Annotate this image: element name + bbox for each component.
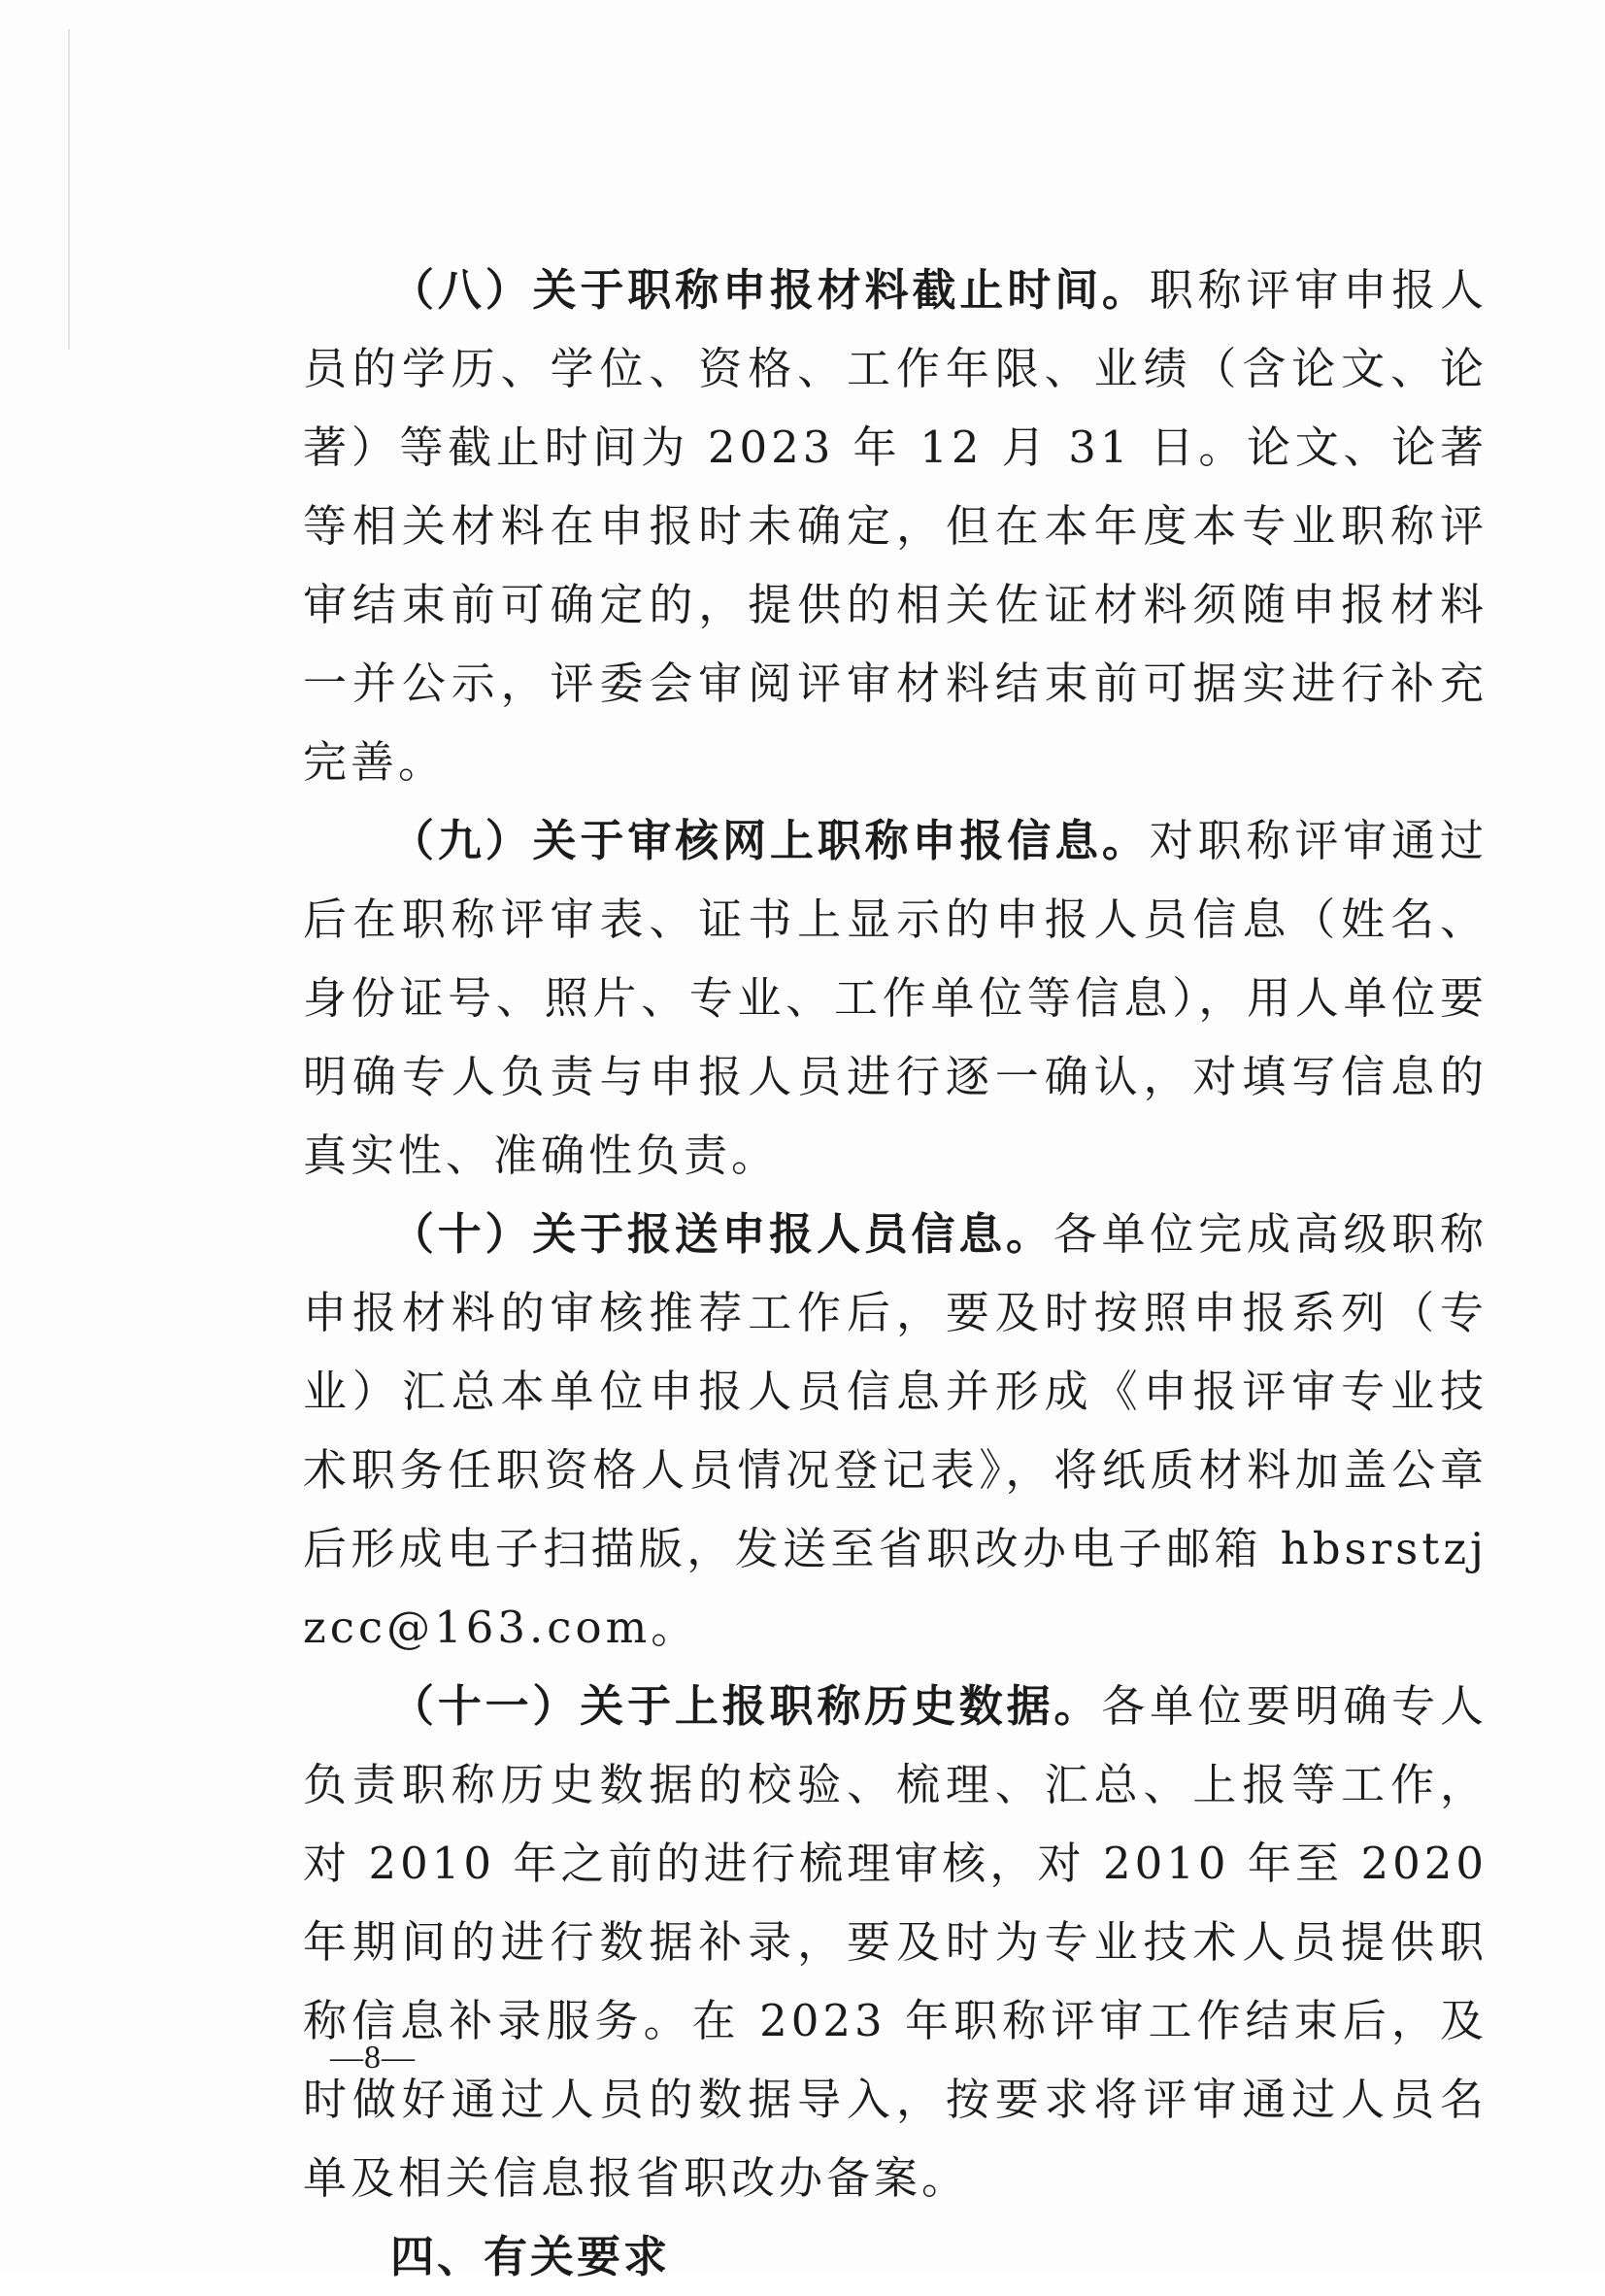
document-body	[303, 251, 1488, 2296]
paragraph-lead: （九）关于审核网上职称申报信息。	[390, 815, 1150, 866]
paragraph-lead: （十）关于报送申报人员信息。	[390, 1208, 1053, 1260]
paragraph-body: 各单位要明确专人负责职称历史数据的校验、梳理、汇总、上报等工作，对 2010 年之前的进行梳理审核，对 2010 年至 2020 年期间的进行数据补录，要及时为专业技术人员提供职称信息补录服务。在 2023 年职称评审工作结束后，及时做好通过人员的数据导入，按要求将评审通过人员名单及相关信息报省职改办备案。	[303, 1680, 1488, 2204]
paragraph-body: 对职称评审通过后在职称评审表、证书上显示的申报人员信息（姓名、身份证号、照片、专业、工作单位等信息），用人单位要明确专人负责与申报人员进行逐一确认，对填写信息的真实性、准确性负责。	[303, 815, 1488, 1181]
paragraph-9	[303, 801, 1488, 1195]
page-number: —8—	[330, 2040, 416, 2076]
paragraph-lead: （十一）关于上报职称历史数据。	[390, 1680, 1102, 1732]
paragraph-lead: （八）关于职称申报材料截止时间。	[390, 264, 1150, 316]
paragraph-body: 职称评审申报人员的学历、学位、资格、工作年限、业绩（含论文、论著）等截止时间为 2023 年 12 月 31 日。论文、论著等相关材料在申报时未确定，但在本年度本专业职称评审结束前可确定的，提供的相关佐证材料须随申报材料一并公示，评委会审阅评审材料结束前可据实进行补充完善。	[303, 264, 1488, 788]
section-heading: 四、有关要求	[390, 2231, 671, 2282]
paragraph-8	[303, 251, 1488, 801]
scan-edge-mark	[68, 29, 70, 350]
paragraph-10	[303, 1195, 1488, 1667]
paragraph-11	[303, 1667, 1488, 2217]
paragraph-body: 各单位完成高级职称申报材料的审核推荐工作后，要及时按照申报系列（专业）汇总本单位申报人员信息并形成《申报评审专业技术职务任职资格人员情况登记表》，将纸质材料加盖公章后形成电子扫描版，发送至省职改办电子邮箱 hbsrstzjzcc@163.com。	[303, 1208, 1488, 1653]
